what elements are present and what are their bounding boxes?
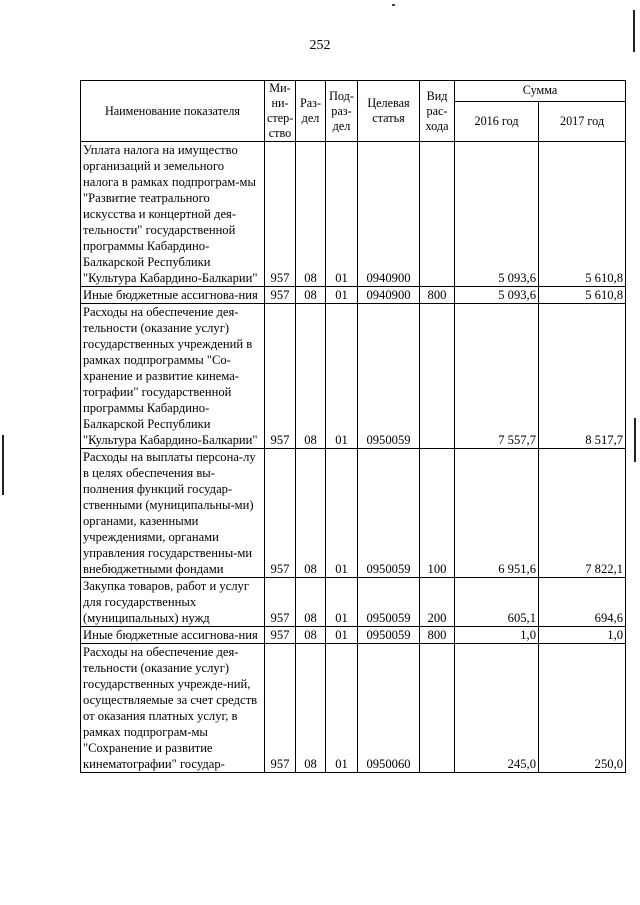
row-ministry: 957 [265,578,296,627]
table-row [81,304,626,449]
row-section: 08 [296,304,326,449]
row-target-article: 0950060 [358,644,420,773]
row-amount-2017: 7 822,1 [539,449,626,578]
row-expense-type [420,142,455,287]
row-amount-2017: 1,0 [539,627,626,644]
row-subsection: 01 [326,142,358,287]
row-amount-2016: 1,0 [455,627,539,644]
header-subsection: Под- раз- дел [326,81,358,142]
row-amount-2017: 8 517,7 [539,304,626,449]
row-name: Иные бюджетные ассигнова-ния [81,287,265,304]
row-expense-type: 800 [420,287,455,304]
table-row [81,627,626,644]
header-section: Раз- дел [296,81,326,142]
header-total: Сумма [455,81,626,102]
row-target-article: 0940900 [358,287,420,304]
row-target-article: 0950059 [358,304,420,449]
row-expense-type [420,304,455,449]
row-name: Расходы на выплаты персона-лу в целях обеспечения вы-полнения функций государ-ственными (муниципальны-ми) органами, казенными учреждениями, органами управления государственны-ми внебюджетными фондами [81,449,265,578]
row-target-article: 0950059 [358,449,420,578]
row-section: 08 [296,142,326,287]
row-target-article: 0950059 [358,627,420,644]
row-amount-2016: 245,0 [455,644,539,773]
row-expense-type: 800 [420,627,455,644]
header-year-2017: 2017 год [539,101,626,141]
row-name: Иные бюджетные ассигнова-ния [81,627,265,644]
row-ministry: 957 [265,142,296,287]
header-year-2016: 2016 год [455,101,539,141]
row-amount-2016: 5 093,6 [455,142,539,287]
row-ministry: 957 [265,449,296,578]
row-subsection: 01 [326,644,358,773]
row-section: 08 [296,644,326,773]
row-name: Уплата налога на имущество организаций и земельного налога в рамках подпрограм-мы "Развитие театрального искусства и концертной дея-тельности" государственной программы Кабардино-Балкарской Республики "Культура Кабардино-Балкарии" [81,142,265,287]
row-ministry: 957 [265,644,296,773]
scan-speck [392,4,395,6]
table-row [81,142,626,287]
header-name: Наименование показателя [81,81,265,142]
row-name: Расходы на обеспечение дея-тельности (оказание услуг) государственных учрежде-ний, осуществляемые за счет средств от оказания платных услуг, в рамках подпрограм-мы "Сохранение и развитие кинематографии" государ- [81,644,265,773]
header-ministry: Ми- ни- стер- ство [265,81,296,142]
row-ministry: 957 [265,627,296,644]
table-row [81,449,626,578]
row-subsection: 01 [326,304,358,449]
row-subsection: 01 [326,578,358,627]
row-subsection: 01 [326,449,358,578]
row-subsection: 01 [326,627,358,644]
header-expense-type: Вид рас- хода [420,81,455,142]
page-number: 252 [309,38,331,53]
row-amount-2016: 7 557,7 [455,304,539,449]
row-amount-2016: 605,1 [455,578,539,627]
row-section: 08 [296,449,326,578]
row-target-article: 0940900 [358,142,420,287]
row-ministry: 957 [265,287,296,304]
scan-edge-mark [2,435,4,495]
scan-edge-mark [634,418,636,462]
row-amount-2016: 6 951,6 [455,449,539,578]
table-row [81,287,626,304]
table-header [81,81,626,142]
row-amount-2017: 694,6 [539,578,626,627]
table-row [81,644,626,773]
row-section: 08 [296,578,326,627]
row-name: Закупка товаров, работ и услуг для государственных (муниципальных) нужд [81,578,265,627]
row-expense-type [420,644,455,773]
row-expense-type: 200 [420,578,455,627]
row-amount-2017: 5 610,8 [539,287,626,304]
table-row [81,578,626,627]
row-amount-2017: 5 610,8 [539,142,626,287]
row-ministry: 957 [265,304,296,449]
row-name: Расходы на обеспечение дея-тельности (оказание услуг) государственных учреждений в рамках подпрограммы "Со-хранение и развитие кинема-тографии" государственной программы Кабардино-Балкарской Республики "Культура Кабардино-Балкарии" [81,304,265,449]
row-amount-2016: 5 093,6 [455,287,539,304]
row-amount-2017: 250,0 [539,644,626,773]
row-section: 08 [296,627,326,644]
budget-table [80,80,626,773]
row-expense-type: 100 [420,449,455,578]
header-target-article: Целевая статья [358,81,420,142]
row-subsection: 01 [326,287,358,304]
row-section: 08 [296,287,326,304]
row-target-article: 0950059 [358,578,420,627]
table-body [81,142,626,773]
